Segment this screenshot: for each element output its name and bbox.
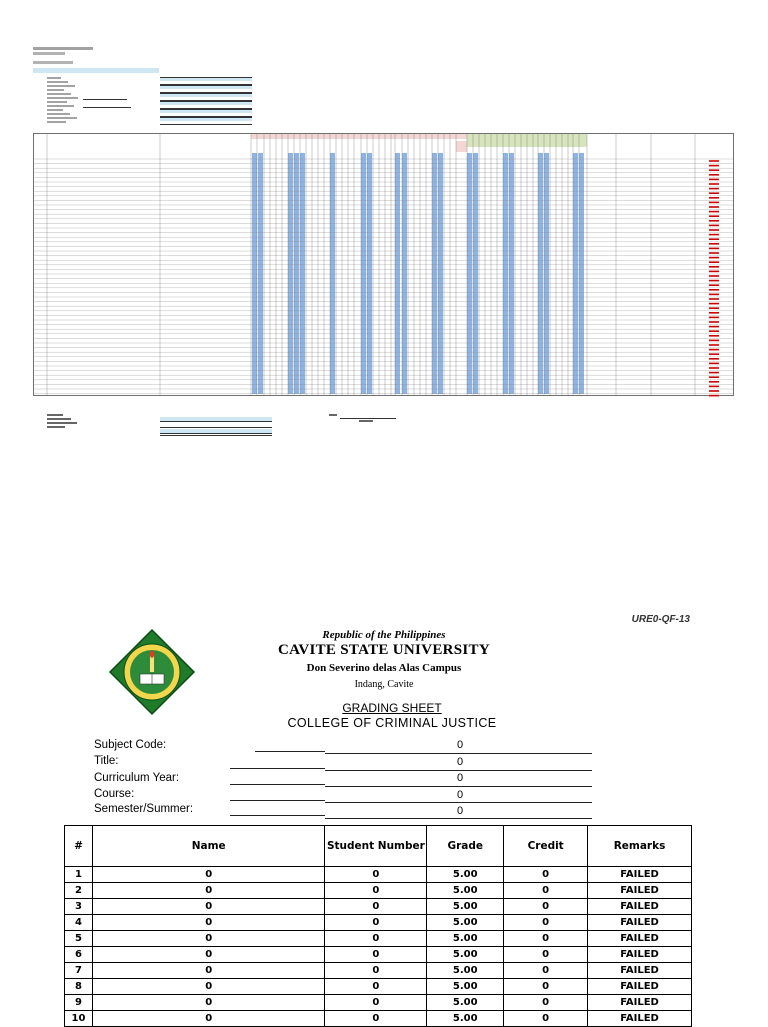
remarks: FAILED [588, 1011, 692, 1027]
class-record-table [33, 133, 734, 397]
table-header-row [65, 826, 692, 867]
record-cell [288, 153, 293, 394]
record-remark-mark [709, 266, 719, 268]
row-number: 3 [65, 899, 93, 915]
grade: 5.00 [427, 899, 504, 915]
credit: 0 [504, 867, 588, 883]
subject-code-underline [255, 751, 325, 752]
record-cell [438, 153, 443, 394]
record-field-label [47, 93, 71, 95]
remarks: FAILED [588, 899, 692, 915]
record-cell [503, 153, 508, 394]
record-remark-mark [709, 312, 719, 314]
student-name: 0 [92, 915, 325, 931]
record-cell [473, 153, 478, 394]
grades-table [64, 825, 692, 1027]
record-cell [300, 153, 305, 394]
record-cell [330, 153, 335, 394]
grade: 5.00 [427, 995, 504, 1011]
record-remark-mark [709, 372, 719, 374]
grade: 5.00 [427, 883, 504, 899]
course-value: 0 [456, 789, 464, 801]
record-field-label [47, 109, 63, 111]
remarks: FAILED [588, 995, 692, 1011]
student-number: 0 [325, 1011, 427, 1027]
record-remark-mark [709, 215, 719, 217]
table-row [65, 915, 692, 931]
date-line [340, 418, 396, 419]
record-remark-mark [709, 376, 719, 378]
student-number: 0 [325, 867, 427, 883]
credit: 0 [504, 995, 588, 1011]
semester-line [325, 818, 592, 819]
row-number: 1 [65, 867, 93, 883]
subject-code-value: 0 [456, 739, 464, 751]
record-remark-mark [709, 192, 719, 194]
record-cell [456, 141, 467, 152]
title-line [325, 770, 592, 771]
record-cell [467, 153, 472, 394]
record-remark-mark [709, 344, 719, 346]
row-number: 9 [65, 995, 93, 1011]
col-header-number: # [65, 826, 93, 867]
grade: 5.00 [427, 979, 504, 995]
record-remark-mark [709, 349, 719, 351]
record-remark-mark [709, 271, 719, 273]
credit: 0 [504, 931, 588, 947]
table-row [65, 899, 692, 915]
student-number: 0 [325, 931, 427, 947]
form-code: URE0-QF-13 [631, 614, 690, 625]
table-row [65, 867, 692, 883]
record-remark-mark [709, 340, 719, 342]
record-field-line [160, 77, 252, 81]
table-row [65, 979, 692, 995]
subject-code-label: Subject Code: [94, 739, 167, 751]
record-remark-mark [709, 179, 719, 181]
remarks: FAILED [588, 867, 692, 883]
table-row [65, 995, 692, 1011]
record-cell [579, 153, 584, 394]
grading-sheet [0, 600, 768, 1024]
signatory-box-3 [160, 429, 272, 434]
student-name: 0 [92, 963, 325, 979]
record-remark-mark [709, 367, 719, 369]
college-name: COLLEGE OF CRIMINAL JUSTICE [287, 716, 497, 730]
row-number: 4 [65, 915, 93, 931]
record-underline [83, 99, 127, 100]
title-label: Title: [94, 755, 119, 767]
student-number: 0 [325, 883, 427, 899]
sheet-title: GRADING SHEET [342, 701, 442, 715]
record-remark-mark [709, 381, 719, 383]
record-cell [258, 153, 263, 394]
record-remark-mark [709, 307, 719, 309]
row-number: 10 [65, 1011, 93, 1027]
student-number: 0 [325, 963, 427, 979]
table-row [65, 963, 692, 979]
row-number: 6 [65, 947, 93, 963]
record-remark-mark [709, 284, 719, 286]
record-remark-mark [709, 335, 719, 337]
credit: 0 [504, 915, 588, 931]
record-cell [432, 153, 437, 394]
student-name: 0 [92, 899, 325, 915]
student-name: 0 [92, 995, 325, 1011]
record-cell [395, 153, 400, 394]
semester-underline [230, 815, 325, 816]
student-name: 0 [92, 947, 325, 963]
date-label [329, 414, 337, 416]
record-remark-mark [709, 275, 719, 277]
record-cell [509, 153, 514, 394]
signatory-line [160, 435, 272, 436]
record-cell [573, 153, 578, 394]
record-remark-mark [709, 321, 719, 323]
record-field-line [160, 109, 252, 113]
record-cell [402, 153, 407, 394]
student-number: 0 [325, 979, 427, 995]
class-record-sheet [0, 0, 768, 440]
course-label: Course: [94, 788, 135, 800]
record-remark-mark [709, 294, 719, 296]
curriculum-year-label: Curriculum Year: [94, 772, 180, 784]
record-remark-mark [709, 183, 719, 185]
record-remark-mark [709, 261, 719, 263]
col-header-credit: Credit [504, 826, 588, 867]
record-remark-mark [709, 188, 719, 190]
signatory-box-2 [160, 423, 272, 428]
record-remark-mark [709, 238, 719, 240]
credit: 0 [504, 883, 588, 899]
university-name: CAVITE STATE UNIVERSITY [278, 642, 490, 658]
credit: 0 [504, 963, 588, 979]
record-remark-mark [709, 252, 719, 254]
title-underline [230, 768, 325, 769]
record-field-label [47, 117, 77, 119]
signatory-box-1 [160, 417, 272, 422]
record-cell [361, 153, 366, 394]
course-line [325, 802, 592, 803]
remarks: FAILED [588, 947, 692, 963]
record-field-label [47, 101, 67, 103]
student-name: 0 [92, 1011, 325, 1027]
record-remark-mark [709, 211, 719, 213]
record-remark-mark [709, 160, 719, 162]
remarks: FAILED [588, 931, 692, 947]
semester-label: Semester/Summer: [94, 803, 194, 815]
col-header-remarks: Remarks [588, 826, 692, 867]
record-subtitle-text [33, 52, 65, 55]
student-name: 0 [92, 979, 325, 995]
record-field-line [160, 101, 252, 105]
remarks: FAILED [588, 979, 692, 995]
record-remark-mark [709, 353, 719, 355]
col-header-grade: Grade [427, 826, 504, 867]
record-field-label [47, 97, 78, 99]
credit: 0 [504, 979, 588, 995]
record-cell [544, 153, 549, 394]
grade: 5.00 [427, 963, 504, 979]
record-remark-mark [709, 390, 719, 392]
signatory-labels [47, 414, 77, 425]
table-row [65, 1011, 692, 1027]
record-remark-mark [709, 386, 719, 388]
record-semester-text [33, 61, 73, 64]
record-cell [252, 153, 257, 394]
record-remark-mark [709, 257, 719, 259]
record-remark-mark [709, 225, 719, 227]
record-cell [294, 153, 299, 394]
grade: 5.00 [427, 915, 504, 931]
date-value [359, 420, 373, 422]
student-name: 0 [92, 867, 325, 883]
record-remark-mark [709, 395, 719, 397]
campus-location: Indang, Cavite [354, 679, 414, 690]
credit: 0 [504, 1011, 588, 1027]
record-remark-mark [709, 202, 719, 204]
record-field-line [160, 85, 252, 89]
student-number: 0 [325, 947, 427, 963]
record-field-line [160, 117, 252, 121]
table-row [65, 883, 692, 899]
record-field-label [47, 77, 61, 79]
student-number: 0 [325, 995, 427, 1011]
record-remark-mark [709, 229, 719, 231]
credit: 0 [504, 947, 588, 963]
record-remark-mark [709, 169, 719, 171]
student-number: 0 [325, 899, 427, 915]
record-field-line [160, 93, 252, 97]
grade: 5.00 [427, 947, 504, 963]
student-name: 0 [92, 883, 325, 899]
record-field-line [160, 124, 252, 125]
record-remark-mark [709, 326, 719, 328]
record-remark-mark [709, 289, 719, 291]
campus-name: Don Severino delas Alas Campus [306, 662, 462, 674]
row-number: 5 [65, 931, 93, 947]
grade: 5.00 [427, 1011, 504, 1027]
table-row [65, 947, 692, 963]
grade: 5.00 [427, 867, 504, 883]
record-field-label [47, 89, 64, 91]
record-field-label [47, 105, 74, 107]
record-remark-mark [709, 303, 719, 305]
curriculum-year-underline [230, 784, 325, 785]
row-number: 2 [65, 883, 93, 899]
republic-line: Republic of the Philippines [322, 629, 446, 641]
record-cell [251, 134, 467, 139]
row-number: 8 [65, 979, 93, 995]
student-name: 0 [92, 931, 325, 947]
record-field-label [47, 85, 75, 87]
record-remark-mark [709, 220, 719, 222]
record-underline [83, 107, 131, 108]
remarks: FAILED [588, 963, 692, 979]
remarks: FAILED [588, 915, 692, 931]
record-remark-mark [709, 317, 719, 319]
title-value: 0 [456, 756, 464, 768]
course-underline [230, 800, 325, 801]
record-field-label [47, 121, 66, 123]
record-field-label [47, 113, 70, 115]
row-number: 7 [65, 963, 93, 979]
record-remark-mark [709, 243, 719, 245]
curriculum-year-value: 0 [456, 772, 464, 784]
record-remark-mark [709, 363, 719, 365]
record-field-label [47, 81, 68, 83]
record-remark-mark [709, 298, 719, 300]
record-cell [538, 153, 543, 394]
record-remark-mark [709, 197, 719, 199]
record-remark-mark [709, 206, 719, 208]
record-remark-mark [709, 234, 719, 236]
credit: 0 [504, 899, 588, 915]
record-remark-mark [709, 248, 719, 250]
curriculum-year-line [325, 786, 592, 787]
record-remark-mark [709, 330, 719, 332]
remarks: FAILED [588, 883, 692, 899]
record-remark-mark [709, 280, 719, 282]
record-remark-mark [709, 174, 719, 176]
student-number: 0 [325, 915, 427, 931]
record-cell [367, 153, 372, 394]
record-highlight-bar [33, 68, 159, 73]
col-header-name: Name [92, 826, 325, 867]
grade: 5.00 [427, 931, 504, 947]
record-remark-mark [709, 165, 719, 167]
table-row [65, 931, 692, 947]
subject-code-line [325, 753, 592, 754]
record-remark-mark [709, 358, 719, 360]
semester-value: 0 [456, 805, 464, 817]
col-header-student-number: Student Number [325, 826, 427, 867]
record-title-text [33, 47, 93, 50]
